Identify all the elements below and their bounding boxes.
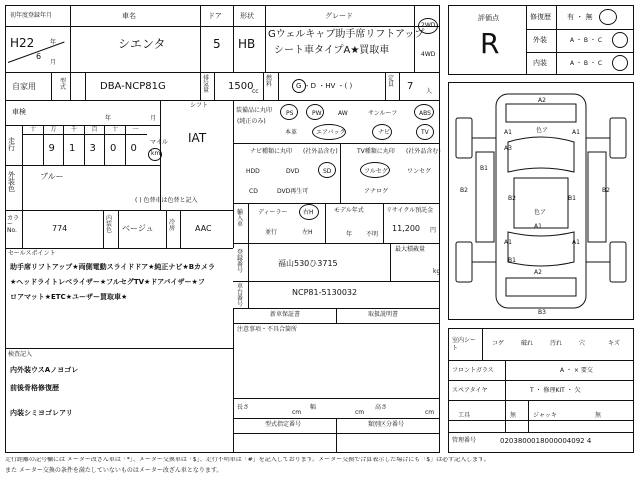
shift-type: IAT	[188, 131, 207, 145]
model-year-unknown: 不明	[366, 231, 379, 238]
width-unit: cm	[355, 409, 365, 416]
displacement-label: 排気量	[203, 75, 210, 94]
left-hand: 左H	[302, 229, 313, 236]
shape-label: 形状	[240, 12, 254, 20]
tv-analog: アナログ	[364, 188, 389, 195]
eq-abs: ABS	[419, 110, 431, 117]
diagram-damage-label: B1	[568, 195, 576, 202]
odometer-digit: 0	[110, 143, 117, 154]
diagram-damage-label: A1	[504, 129, 512, 136]
mileage-label: 走行	[8, 137, 15, 152]
tv-oneseg: ワンセグ	[407, 168, 432, 175]
seat-item: 破れ	[521, 340, 534, 347]
jack-value: 無	[595, 412, 602, 419]
sales-point-line-2: ★ヘッドライトレベライザー★フルセグTV★ドアバイザー★フ	[10, 278, 205, 286]
exterior-c-circle	[612, 32, 628, 48]
month-unit: 月	[50, 59, 57, 66]
import-dealer: ディーラー	[258, 209, 288, 216]
mgmt-label: 管理番号	[452, 437, 477, 444]
recycle-yen: 円	[430, 227, 437, 234]
diagram-damage-label: B1	[508, 257, 516, 264]
car-damage-diagram	[448, 82, 634, 320]
odometer-header: 万	[50, 126, 57, 133]
year-unit: 年	[50, 39, 57, 46]
diagram-damage-label: 色ア	[534, 209, 547, 216]
model-year-unit: 年	[346, 231, 353, 238]
model-code: DBA-NCP81G	[100, 81, 166, 92]
manual-doc: 取扱説明書	[368, 311, 399, 318]
diagram-damage-label: A3	[504, 145, 512, 152]
door-label: ドア	[208, 12, 222, 20]
seat-item: 汚れ	[550, 340, 563, 347]
diagram-damage-label: A2	[538, 97, 546, 104]
car-name-label: 車名	[122, 12, 136, 20]
fuel-options: G ・D ・HV ・( )	[296, 82, 353, 90]
nav-cd: CD	[249, 188, 258, 195]
tv-fullseg: フルセグ	[364, 168, 388, 175]
color-code-label: カラーNo.	[7, 215, 20, 234]
footer-line-2: また メーター交換の条件を満たしていないものはメーター改ざん車となります。	[5, 467, 223, 474]
nav-dvd: DVD	[286, 168, 300, 175]
grade-line-1: Gウェルキャブ助手席リフトアップ	[268, 29, 425, 40]
eq-abs-circle	[414, 104, 434, 120]
diagram-damage-label: B2	[508, 195, 516, 202]
model-label: 型式	[60, 78, 67, 91]
sales-point-line-1: 助手席リフトアップ★両側電動スライドドア★純正ナビ★Bカメラ	[10, 263, 216, 271]
repair-value: 有 ・ 無	[567, 13, 593, 21]
import-label: 輸入車	[237, 209, 244, 228]
eq-ps: PS	[286, 110, 294, 117]
inspector-label: 検査記入	[8, 351, 33, 358]
width-label: 幅	[310, 404, 317, 411]
nav-type-label: ナビ種類に丸印	[250, 148, 293, 155]
plate-label: 登録番号	[237, 249, 244, 274]
right-hand: 右H	[303, 209, 314, 216]
seat-item: 穴	[579, 340, 586, 347]
nav-sd: SD	[323, 168, 332, 175]
drive-2wd: 2WD	[421, 22, 436, 29]
diagram-damage-label: B1	[480, 165, 488, 172]
tv-type-sub: (社外品含む)	[406, 148, 441, 155]
nav-dvd-play: DVD再生可	[277, 188, 309, 195]
first-reg-year: H22	[10, 36, 35, 50]
diagram-damage-label: A1	[504, 239, 512, 246]
color-code: 774	[52, 224, 68, 233]
recycle-fee: 11,200	[392, 224, 420, 233]
eq-navi: ナビ	[378, 129, 391, 136]
import-parallel: 並行	[265, 229, 278, 236]
color-label: 外装色	[8, 171, 15, 193]
mile-unit: マイル	[150, 139, 168, 146]
score-label: 評価点	[478, 14, 499, 22]
exterior-label: 外装	[533, 36, 547, 44]
odometer-header: 一	[132, 126, 139, 133]
repair-label: 修復歴	[530, 13, 551, 21]
diagram-damage-label: B2	[602, 187, 610, 194]
use-type: 自家用	[12, 82, 36, 91]
diagram-damage-label: 色ア	[536, 127, 549, 134]
overall-score: R	[480, 27, 500, 60]
door-count: 5	[213, 37, 221, 51]
exterior-value: A ・ B ・ C	[570, 37, 603, 44]
interior-seat-label: 室内シート	[452, 337, 477, 353]
shift-label: シフト	[190, 102, 209, 109]
eq-sunroof: サンルーフ	[368, 110, 398, 117]
eq-pw: PW	[312, 110, 322, 117]
grade-label: グレード	[325, 12, 353, 20]
mgmt-number: 0203800018000004092 4	[500, 437, 592, 445]
capacity-unit: 人	[426, 88, 433, 95]
first-reg-label: 初年度登録年月	[10, 12, 53, 19]
inspector-line-2: 前後骨格修復歴	[10, 384, 59, 392]
eq-tv: TV	[421, 129, 429, 136]
interior-color-label: 内装色	[106, 215, 113, 234]
length-unit: cm	[292, 409, 302, 416]
interior-value: A ・ B ・ C	[570, 60, 603, 67]
displacement: 1500	[228, 81, 254, 92]
eq-tv-circle	[416, 124, 434, 140]
warranty-doc: 新車保証書	[270, 311, 301, 318]
km-unit: km	[151, 150, 161, 157]
ac-label: 冷房	[169, 219, 176, 232]
footer-line-1: 走行距離の記号欄には メーター改ざん車は「*」、メーター交換車は「$」、走行不明車は「#」を記入しております。メーター交換で合算表示した場合にも「$」は必ず記入します。	[5, 457, 490, 463]
max-load-label: 最大積載量	[395, 246, 426, 253]
odometer-header: 千	[71, 126, 78, 133]
drive-4wd: 4WD	[421, 51, 436, 58]
odometer-digit: 1	[69, 143, 76, 154]
tv-type-label: TV種類に丸印	[357, 148, 395, 155]
inspection-month-unit: 月	[150, 115, 157, 122]
odometer-divider	[125, 125, 126, 165]
chassis-number: NCP81-5130032	[292, 288, 358, 297]
eq-airbag: エアバック	[316, 129, 346, 136]
glass-value: A ・ × 要交	[560, 367, 593, 374]
car-name: シエンタ	[118, 37, 166, 51]
nav-type-sub: (社外品含む)	[303, 148, 338, 155]
length-label: 長さ	[237, 404, 250, 411]
equipment-label: 装備品に丸印	[236, 107, 273, 114]
inspector-line-3: 内装シミヨゴレアリ	[10, 409, 73, 417]
color-value: ブルー	[40, 172, 64, 181]
color-note: ( ) 色替車は色替と記入	[135, 197, 198, 204]
diagram-damage-label: B2	[460, 187, 468, 194]
diagram-damage-label: A1	[534, 223, 542, 230]
odometer-digit: 0	[130, 143, 137, 154]
cc-unit: cc	[252, 88, 259, 95]
plate-number: 福山530ひ3715	[278, 259, 338, 268]
diagram-damage-label: A1	[572, 129, 580, 136]
notes-label: 注意事項・不具合箇所	[237, 326, 298, 333]
height-label: 高さ	[375, 404, 388, 411]
diagram-damage-label: A1	[572, 239, 580, 246]
diagram-damage-label: B3	[538, 309, 546, 316]
fuel-label: 燃料	[266, 75, 273, 88]
odometer-digit: 9	[48, 143, 55, 154]
ac-type: AAC	[195, 224, 212, 233]
odometer-header: 百	[91, 126, 98, 133]
inspection-year-unit: 年	[105, 115, 112, 122]
interior-color: ベージュ	[122, 224, 154, 233]
equipment-sub: (純正のみ)	[237, 118, 266, 125]
tools-label: 工具	[458, 412, 471, 419]
seat-item: コゲ	[492, 340, 505, 347]
tv-fullseg-circle	[360, 162, 390, 178]
odometer-divider	[43, 125, 44, 165]
jack-label: ジャッキ	[533, 412, 557, 419]
model-year-label: モデル年式	[334, 207, 364, 214]
inspector-line-1: 内外装ウスAノヨゴレ	[10, 366, 79, 374]
nav-sd-circle	[318, 162, 336, 178]
odometer-divider	[63, 125, 64, 165]
inspection-label: 車検	[12, 108, 26, 116]
grade-line-2: シート車タイプA★買取車	[274, 45, 390, 56]
sales-point-line-3: ロアマット★ETC★ユーザー買取車★	[10, 293, 128, 301]
odometer-header: 十	[30, 126, 37, 133]
eq-aw: AW	[338, 110, 348, 117]
spare-label: スペアタイヤ	[452, 387, 488, 394]
seat-item: キズ	[608, 340, 620, 347]
eq-airbag-circle	[312, 124, 346, 140]
odometer-digit: 3	[89, 143, 96, 154]
repair-none-circle	[599, 9, 617, 25]
spare-value: T ・ 修理KIT ・ 欠	[530, 387, 581, 394]
class-number-label: 類別区分番号	[368, 421, 405, 428]
eq-leather: 本革	[285, 129, 298, 136]
eq-navi-circle	[372, 124, 392, 140]
sales-point-label: セールスポイント	[8, 250, 56, 257]
spec-number-label: 型式指定番号	[265, 421, 302, 428]
diagram-damage-label: A2	[534, 269, 542, 276]
body-shape: HB	[238, 37, 256, 51]
max-load-unit: kg	[433, 268, 441, 275]
height-unit: cm	[425, 409, 435, 416]
glass-label: フロントガラス	[452, 367, 494, 374]
nav-hdd: HDD	[246, 168, 260, 175]
odometer-divider	[104, 125, 105, 165]
recycle-label: リサイクル預託金	[386, 207, 434, 214]
first-reg-month: 6	[36, 52, 42, 61]
capacity: 7	[407, 81, 414, 92]
eq-pw-circle	[306, 104, 324, 120]
odometer-divider	[84, 125, 85, 165]
capacity-label: 定員	[388, 75, 395, 88]
interior-label: 内装	[533, 59, 547, 67]
odometer-header: 十	[112, 126, 119, 133]
chassis-label: 車台番号	[237, 283, 244, 308]
eq-ps-circle	[280, 104, 298, 120]
interior-c-circle	[612, 55, 628, 71]
tools-value: 無	[510, 412, 517, 419]
right-hand-circle	[299, 204, 319, 220]
